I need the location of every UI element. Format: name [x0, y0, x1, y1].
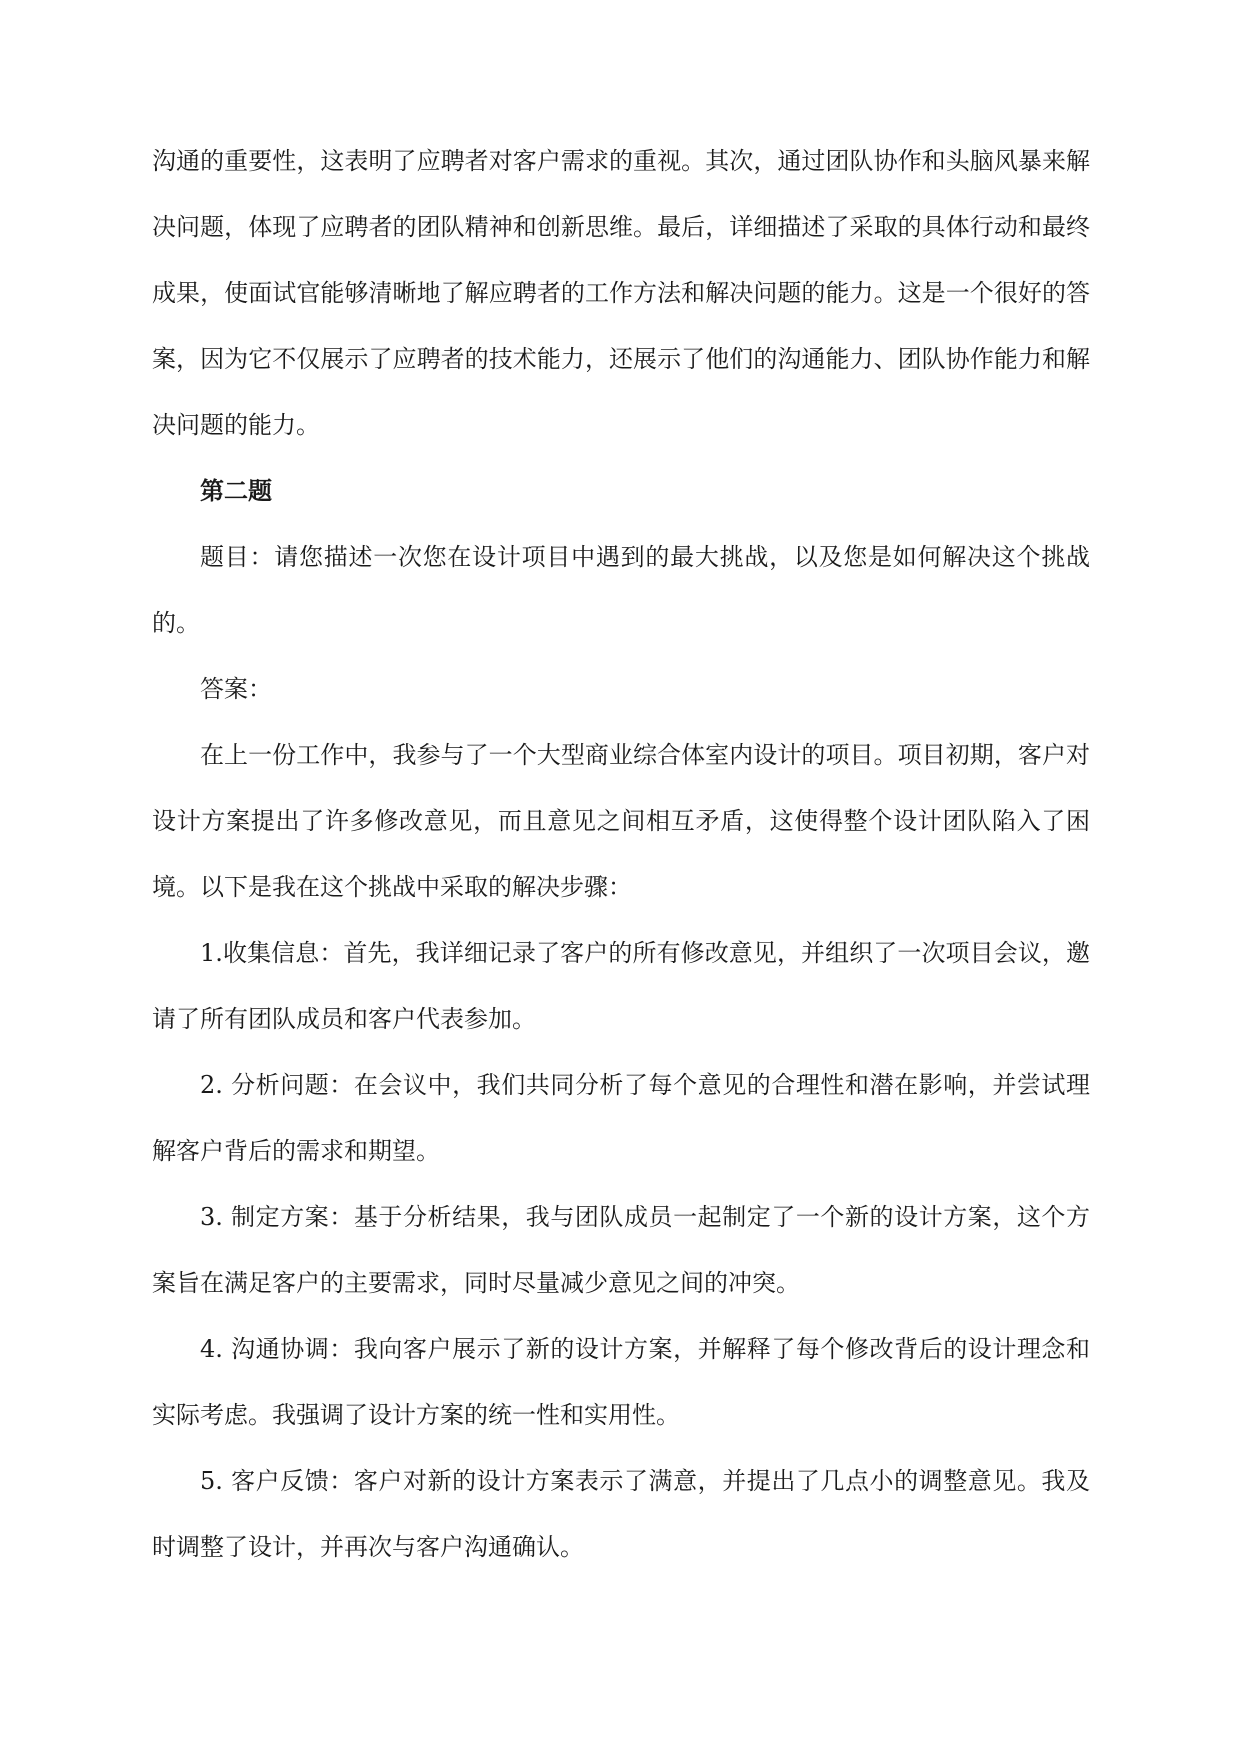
question-text: 题目：请您描述一次您在设计项目中遇到的最大挑战，以及您是如何解决这个挑战的。 — [152, 543, 1090, 637]
document-page — [152, 128, 1090, 1580]
section-heading: 第二题 — [200, 476, 272, 505]
step-item: 1.收集信息：首先，我详细记录了客户的所有修改意见，并组织了一次项目会议，邀请了所有团队成员和客户代表参加。 — [152, 939, 1090, 1033]
step-item: 5. 客户反馈：客户对新的设计方案表示了满意，并提出了几点小的调整意见。我及时调整了设计，并再次与客户沟通确认。 — [152, 1467, 1090, 1561]
answer-label: 答案： — [200, 675, 272, 703]
step-item: 2. 分析问题：在会议中，我们共同分析了每个意见的合理性和潜在影响，并尝试理解客户背后的需求和期望。 — [152, 1071, 1090, 1165]
step-item: 3. 制定方案：基于分析结果，我与团队成员一起制定了一个新的设计方案，这个方案旨在满足客户的主要需求，同时尽量减少意见之间的冲突。 — [152, 1203, 1090, 1297]
step-item: 4. 沟通协调：我向客户展示了新的设计方案，并解释了每个修改背后的设计理念和实际考虑。我强调了设计方案的统一性和实用性。 — [152, 1335, 1090, 1429]
answer-intro: 在上一份工作中，我参与了一个大型商业综合体室内设计的项目。项目初期，客户对设计方案提出了许多修改意见，而且意见之间相互矛盾，这使得整个设计团队陷入了困境。以下是我在这个挑战中采取的解决步骤： — [152, 741, 1090, 901]
intro-paragraph: 沟通的重要性，这表明了应聘者对客户需求的重视。其次，通过团队协作和头脑风暴来解决问题，体现了应聘者的团队精神和创新思维。最后，详细描述了采取的具体行动和最终成果，使面试官能够清晰地了解应聘者的工作方法和解决问题的能力。这是一个很好的答案，因为它不仅展示了应聘者的技术能力，还展示了他们的沟通能力、团队协作能力和解决问题的能力。 — [152, 147, 1090, 439]
